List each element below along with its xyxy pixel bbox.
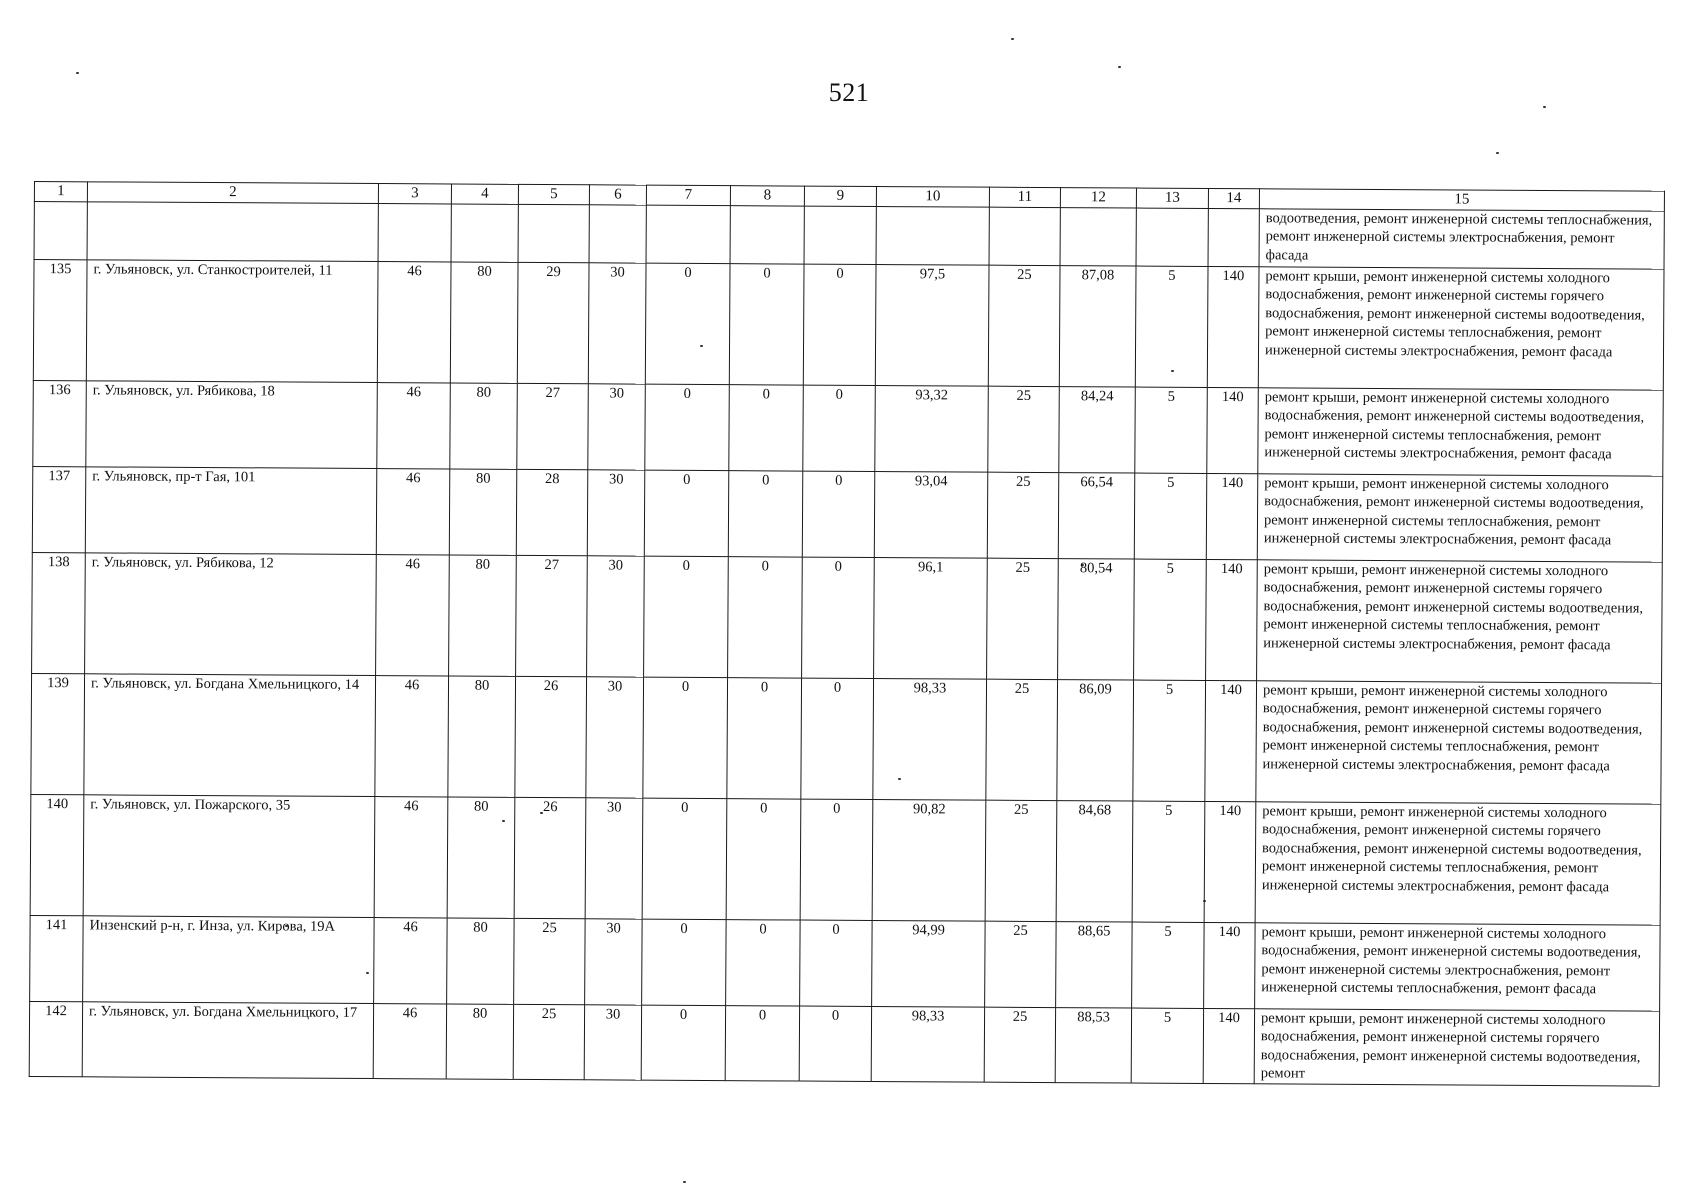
value-cell-col-12: 66,54 [1058,473,1135,559]
value-cell-col-14: 140 [1207,387,1259,473]
address-cell: г. Ульяновск, ул. Станкостроителей, 11 [86,260,378,383]
header-cell-col-14: 14 [1208,188,1259,208]
value-cell-col-6: 30 [588,263,646,384]
value-cell-col-7: 0 [642,798,727,919]
value-cell-col-6: 30 [586,677,644,798]
value-cell-col-5: 29 [517,262,589,383]
value-cell-col-13: 5 [1135,266,1208,387]
header-cell-col-2: 2 [87,182,378,204]
page-number: 521 [828,78,870,107]
value-cell-col-14: 140 [1207,266,1259,387]
value-cell-col-12: 88,53 [1055,1008,1131,1083]
value-cell-col-13: 5 [1134,559,1207,680]
table-row [32,466,1662,562]
value-cell-col-5: 27 [517,383,589,469]
work-description-cell: ремонт крыши, ремонт инженерной системы холодного водоснабжения, ремонт инженерной системы горячего водоснабжения, ремонт инженерной системы водоотведения, ремонт [1254,1009,1659,1086]
empty-cell [589,205,646,263]
value-cell-col-5: 27 [516,555,588,676]
value-cell-col-11: 25 [987,472,1059,558]
header-cell-col-12: 12 [1060,188,1136,208]
empty-cell [378,204,451,262]
address-cell: г. Ульяновск, ул. Рябикова, 18 [86,381,378,469]
value-cell-col-9: 0 [802,471,875,557]
value-cell-col-12: 87,08 [1059,266,1136,387]
row-number-cell: 140 [30,794,84,915]
empty-cell [1208,208,1259,266]
continuation-row [34,202,1664,270]
value-cell-col-11: 25 [985,921,1057,1007]
value-cell-col-5: 25 [513,1004,584,1079]
address-cell: г. Ульяновск, пр-т Гая, 101 [85,467,377,555]
value-cell-col-3: 46 [377,262,451,383]
value-cell-col-4: 80 [450,383,518,469]
value-cell-col-12: 80,54 [1058,559,1135,680]
scan-speck [683,1181,686,1183]
row-number-cell: 142 [29,1001,82,1076]
value-cell-col-13: 5 [1134,473,1207,559]
value-cell-col-11: 25 [988,265,1060,386]
value-cell-col-7: 0 [642,919,727,1005]
header-cell-col-9: 9 [804,186,876,206]
value-cell-col-10: 90,82 [872,799,986,921]
value-cell-col-6: 30 [585,919,643,1005]
table-row [31,673,1662,804]
address-cell: г. Ульяновск, ул. Пожарского, 35 [83,795,375,918]
value-cell-col-8: 0 [726,799,801,920]
table-row [30,915,1660,1011]
value-cell-col-14: 140 [1204,922,1256,1008]
value-cell-col-8: 0 [725,1006,799,1081]
row-number-cell: 137 [32,466,86,552]
work-description-cell: ремонт крыши, ремонт инженерной системы холодного водоснабжения, ремонт инженерной системы горячего водоснабжения, ремонт инженерной системы водоотведения, ремонт инженерной системы теплоснабжения, ремонт инженерной системы электроснабжения, ремонт фасада [1255,802,1661,925]
header-cell-col-3: 3 [378,184,451,204]
scan-speck [1118,66,1121,68]
value-cell-col-10: 96,1 [874,557,988,679]
value-cell-col-10: 97,5 [875,264,989,386]
row-number-cell: 136 [33,380,87,466]
row-number-cell: 139 [31,673,85,794]
value-cell-col-13: 5 [1133,680,1206,801]
value-cell-col-3: 46 [374,797,448,918]
empty-cell [451,204,518,262]
value-cell-col-10: 93,04 [874,471,988,558]
header-cell-col-4: 4 [451,184,518,204]
empty-cell [730,206,804,264]
empty-cell [989,207,1060,265]
value-cell-col-4: 80 [446,1004,513,1079]
value-cell-col-4: 80 [449,555,517,676]
value-cell-col-8: 0 [727,678,802,799]
value-cell-col-6: 30 [588,384,646,470]
header-cell-col-10: 10 [876,186,989,207]
value-cell-col-12: 84,24 [1059,387,1136,473]
row-number-cell: 141 [30,915,84,1001]
value-cell-col-14: 140 [1206,559,1258,680]
scan-speck [1543,106,1546,108]
work-description-cell: ремонт крыши, ремонт инженерной системы холодного водоснабжения, ремонт инженерной системы водоотведения, ремонт инженерной системы теплоснабжения, ремонт инженерной системы электроснабжения, ремонт фасада [1258,388,1664,476]
value-cell-col-5: 25 [514,918,586,1004]
value-cell-col-9: 0 [799,1006,871,1081]
empty-cell [34,202,87,260]
value-cell-col-11: 25 [984,1007,1055,1082]
value-cell-col-3: 46 [374,918,448,1004]
work-description-cell: ремонт крыши, ремонт инженерной системы холодного водоснабжения, ремонт инженерной системы водоотведения, ремонт инженерной системы электроснабжения, ремонт инженерной системы теплоснабжения, ремонт фасада [1255,923,1661,1011]
value-cell-col-10: 98,33 [873,678,987,800]
value-cell-col-3: 46 [377,383,451,469]
value-cell-col-12: 86,09 [1057,680,1134,801]
value-cell-col-13: 5 [1132,801,1205,922]
value-cell-col-14: 140 [1205,680,1257,801]
empty-cell [804,206,876,264]
value-cell-col-7: 0 [645,263,730,384]
value-cell-col-11: 25 [985,800,1057,921]
table-row [30,794,1661,925]
header-cell-col-11: 11 [989,187,1060,207]
value-cell-col-8: 0 [729,264,804,385]
empty-cell [646,205,730,263]
address-cell: г. Ульяновск, ул. Богдана Хмельницкого, 17 [82,1002,373,1078]
table-row [33,260,1664,391]
value-cell-col-14: 140 [1206,473,1258,559]
work-description-cell: ремонт крыши, ремонт инженерной системы холодного водоснабжения, ремонт инженерной системы горячего водоснабжения, ремонт инженерной системы водоотведения, ремонт инженерной системы теплоснабжения, ремонт инженерной системы электроснабжения, ремонт фасада [1258,267,1664,390]
value-cell-col-5: 26 [514,797,586,918]
value-cell-col-14: 140 [1204,801,1256,922]
value-cell-col-9: 0 [800,799,873,920]
value-cell-col-7: 0 [645,384,730,470]
row-number-cell: 138 [32,552,86,673]
value-cell-col-10: 94,99 [872,920,986,1007]
value-cell-col-6: 30 [584,1005,641,1080]
value-cell-col-9: 0 [801,678,874,799]
empty-cell [1136,208,1208,266]
value-cell-col-6: 30 [585,798,643,919]
work-description-cell: ремонт крыши, ремонт инженерной системы холодного водоснабжения, ремонт инженерной системы горячего водоснабжения, ремонт инженерной системы водоотведения, ремонт инженерной системы теплоснабжения, ремонт инженерной системы электроснабжения, ремонт фасада [1257,560,1663,683]
value-cell-col-3: 46 [376,469,450,555]
work-description-cell: водоотведения, ремонт инженерной системы теплоснабжения, ремонт инженерной системы электроснабжения, ремонт фасада [1259,209,1664,269]
value-cell-col-3: 46 [373,1004,446,1079]
value-cell-col-5: 28 [516,469,588,555]
value-cell-col-8: 0 [726,920,801,1006]
work-description-cell: ремонт крыши, ремонт инженерной системы холодного водоснабжения, ремонт инженерной системы водоотведения, ремонт инженерной системы теплоснабжения, ремонт инженерной системы электроснабжения, ремонт фасада [1257,474,1663,562]
header-cell-col-13: 13 [1136,188,1208,208]
value-cell-col-5: 26 [515,676,587,797]
value-cell-col-9: 0 [803,385,876,471]
work-description-cell: ремонт крыши, ремонт инженерной системы холодного водоснабжения, ремонт инженерной системы горячего водоснабжения, ремонт инженерной системы водоотведения, ремонт инженерной системы теплоснабжения, ремонт инженерной системы электроснабжения, ремонт фасада [1256,681,1662,804]
empty-cell [1060,208,1136,266]
value-cell-col-4: 80 [449,469,517,555]
value-cell-col-11: 25 [986,679,1058,800]
header-cell-col-8: 8 [730,186,804,206]
value-cell-col-7: 0 [644,470,729,556]
row-number-cell: 135 [33,260,87,381]
empty-cell [518,204,589,262]
value-cell-col-8: 0 [728,471,803,557]
value-cell-col-10: 98,33 [871,1006,984,1081]
value-cell-col-8: 0 [728,557,803,678]
table-row [29,1001,1659,1085]
value-cell-col-11: 25 [988,386,1060,472]
value-cell-col-4: 80 [450,262,518,383]
scan-speck [1011,38,1014,40]
address-cell: г. Ульяновск, ул. Богдана Хмельницкого, 14 [84,674,376,797]
value-cell-col-13: 5 [1135,387,1208,473]
address-cell: Инзенский р-н, г. Инза, ул. Кирова, 19А [83,916,375,1004]
header-cell-col-6: 6 [589,185,646,205]
header-cell-col-5: 5 [518,184,589,204]
value-cell-col-4: 80 [447,797,515,918]
value-cell-col-13: 5 [1131,1008,1203,1083]
value-cell-col-9: 0 [802,557,875,678]
header-cell-col-7: 7 [646,185,730,205]
header-cell-col-15: 15 [1259,189,1664,211]
empty-cell [876,206,989,265]
value-cell-col-11: 25 [987,558,1059,679]
value-cell-col-3: 46 [375,676,449,797]
value-cell-col-14: 140 [1203,1008,1254,1083]
value-cell-col-7: 0 [644,556,729,677]
scan-speck [76,72,79,74]
repair-schedule-table [29,181,1665,1086]
value-cell-col-9: 0 [800,920,873,1006]
scan-speck [1496,152,1499,154]
value-cell-col-8: 0 [729,385,804,471]
address-cell: г. Ульяновск, ул. Рябикова, 12 [85,553,377,676]
value-cell-col-7: 0 [641,1005,725,1080]
value-cell-col-12: 88,65 [1056,922,1133,1008]
value-cell-col-7: 0 [643,677,728,798]
value-cell-col-4: 80 [447,918,515,1004]
value-cell-col-3: 46 [376,555,450,676]
value-cell-col-9: 0 [803,264,876,385]
value-cell-col-6: 30 [587,556,645,677]
value-cell-col-10: 93,32 [875,385,989,472]
header-cell-col-1: 1 [34,182,87,202]
table-row [32,552,1663,683]
value-cell-col-12: 84,68 [1056,801,1133,922]
empty-cell [87,202,378,262]
value-cell-col-6: 30 [587,470,645,556]
table-row [33,380,1663,476]
value-cell-col-13: 5 [1132,922,1205,1008]
value-cell-col-4: 80 [448,676,516,797]
